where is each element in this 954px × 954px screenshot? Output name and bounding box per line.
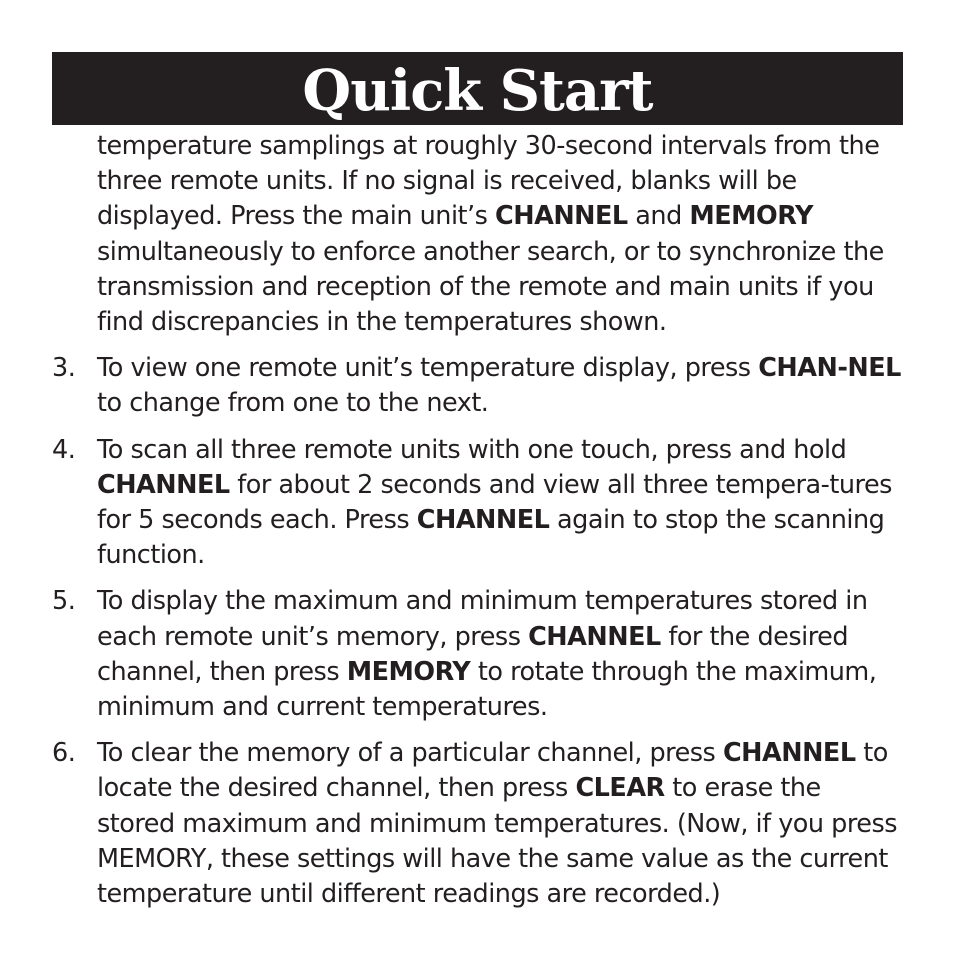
button-name: CLEAR [575,773,665,804]
text-segment: for the desired channel, then press [97,621,849,687]
list-item-text [97,584,904,725]
page-title: Quick Start [302,57,653,124]
text-segment: simultaneously to enforce another search, or to synchronize the transmission and reception of the remote and main units if you find discrepancies in the temperatures shown. [97,236,884,338]
list-item-text [97,351,904,421]
list-item [52,433,904,574]
header-bar [52,52,903,125]
text-segment: To scan all three remote units with one touch, press and hold [97,434,847,465]
text-segment: and [627,201,690,232]
text-segment: again to stop the scanning function. [97,505,885,571]
button-name: CHAN-NEL [758,353,901,384]
continued-paragraph [52,129,904,340]
list-item-number [52,129,97,340]
text-segment: to locate the desired channel, then press [97,738,888,804]
list-item [52,736,904,912]
text-segment: to rotate through the maximum, minimum and current temperatures. [97,656,877,723]
instructions-body [52,129,904,923]
list-item-text [97,736,904,912]
list-item-number: 3. [52,353,76,384]
text-segment: To clear the memory of a particular channel, press [97,738,723,769]
button-name: CHANNEL [416,505,550,536]
text-segment: To display the maximum and minimum temperatures stored in each remote unit’s memory, press [97,586,868,652]
list-item-number: 4. [52,434,76,465]
list-item-text [97,129,904,340]
button-name: CHANNEL [528,621,661,652]
text-segment: for about 2 seconds and view all three tempera-tures for 5 seconds each. Press [97,469,892,536]
button-name: CHANNEL [722,738,856,769]
button-name: MEMORY [346,656,471,687]
button-name: CHANNEL [495,201,628,232]
list-item-number: 6. [52,738,76,769]
text-segment: to change from one to the next. [97,388,489,419]
text-segment: To view one remote unit’s temperature display, press [97,353,759,384]
button-name: CHANNEL [97,469,230,500]
list-item-number: 5. [52,586,76,617]
list-item-text [97,433,904,574]
button-name: MEMORY [689,201,813,232]
text-segment: to erase the stored maximum and minimum temperatures. (Now, if you press MEMORY, these settings will have the same value as the current temperature until different readings are recorded.) [97,773,898,910]
list-item [52,351,904,421]
list-item [52,584,904,725]
text-segment: temperature samplings at roughly 30-second intervals from the three remote units. If no signal is received, blanks will be displayed. Press the main unit’s [97,131,880,232]
